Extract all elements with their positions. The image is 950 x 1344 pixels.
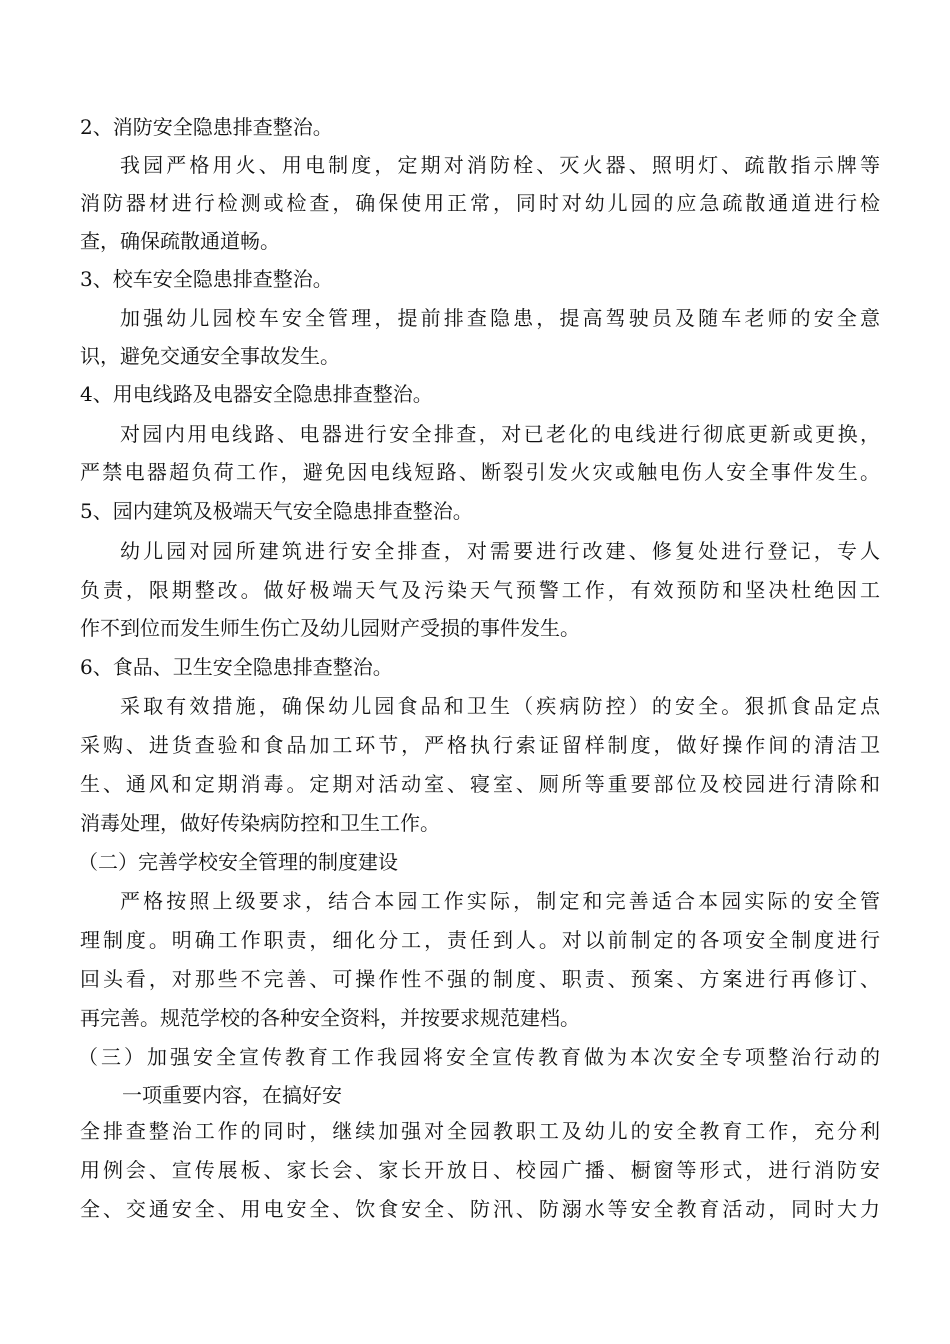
- paragraph-line: 负责，限期整改。做好极端天气及污染天气预警工作，有效预防和坚决杜绝因工: [80, 578, 880, 602]
- section-heading-food-hygiene: 6、食品、卫生安全隐患排查整治。: [80, 655, 393, 679]
- paragraph-line: 回头看，对那些不完善、可操作性不强的制度、职责、预案、方案进行再修订、: [80, 967, 880, 991]
- paragraph-line: 识，避免交通安全事故发生。: [80, 344, 340, 368]
- section-heading-school-bus: 3、校车安全隐患排查整治。: [80, 267, 333, 291]
- paragraph-line: 严禁电器超负荷工作，避免因电线短路、断裂引发火灾或触电伤人安全事件发生。: [80, 460, 880, 484]
- paragraph-line: 查，确保疏散通道畅。: [80, 229, 280, 253]
- paragraph-line: 我园严格用火、用电制度，定期对消防栓、灭火器、照明灯、疏散指示牌等: [120, 153, 880, 177]
- section-heading-safety-system: （二）完善学校安全管理的制度建设: [78, 850, 398, 874]
- paragraph-line: 理制度。明确工作职责，细化分工，责任到人。对以前制定的各项安全制度进行: [80, 928, 880, 952]
- section-heading-buildings-weather: 5、园内建筑及极端天气安全隐患排查整治。: [80, 499, 473, 523]
- paragraph-line: 消防器材进行检测或检查，确保使用正常，同时对幼儿园的应急疏散通道进行检: [80, 191, 880, 215]
- paragraph-line: 生、通风和定期消毒。定期对活动室、寝室、厕所等重要部位及校园进行清除和: [80, 772, 880, 796]
- section-heading-electrical: 4、用电线路及电器安全隐患排查整治。: [80, 382, 433, 406]
- paragraph-line: 采取有效措施，确保幼儿园食品和卫生（疾病防控）的安全。狠抓食品定点: [120, 694, 880, 718]
- paragraph-line: 再完善。规范学校的各种安全资料，并按要求规范建档。: [80, 1006, 580, 1030]
- paragraph-line: 消毒处理，做好传染病防控和卫生工作。: [80, 811, 440, 835]
- section-heading-safety-education: （三）加强安全宣传教育工作我园将安全宣传教育做为本次安全专项整治行动的: [78, 1045, 880, 1069]
- paragraph-line: 全、交通安全、用电安全、饮食安全、防汛、防溺水等安全教育活动，同时大力: [80, 1197, 880, 1221]
- paragraph-line: 幼儿园对园所建筑进行安全排查，对需要进行改建、修复处进行登记，专人: [120, 539, 880, 563]
- paragraph-line: 全排查整治工作的同时，继续加强对全园教职工及幼儿的安全教育工作，充分利: [80, 1119, 880, 1143]
- paragraph-line: 用例会、宣传展板、家长会、家长开放日、校园广播、橱窗等形式，进行消防安: [80, 1158, 880, 1182]
- paragraph-line: 严格按照上级要求，结合本园工作实际，制定和完善适合本园实际的安全管: [120, 889, 880, 913]
- paragraph-line: 一项重要内容，在搞好安: [122, 1083, 342, 1107]
- paragraph-line: 对园内用电线路、电器进行安全排查，对已老化的电线进行彻底更新或更换，: [120, 422, 880, 446]
- section-heading-fire-safety: 2、消防安全隐患排查整治。: [80, 115, 333, 139]
- paragraph-line: 加强幼儿园校车安全管理，提前排查隐患，提高驾驶员及随车老师的安全意: [120, 306, 880, 330]
- paragraph-line: 采购、进货查验和食品加工环节，严格执行索证留样制度，做好操作间的清洁卫: [80, 733, 880, 757]
- paragraph-line: 作不到位而发生师生伤亡及幼儿园财产受损的事件发生。: [80, 616, 580, 640]
